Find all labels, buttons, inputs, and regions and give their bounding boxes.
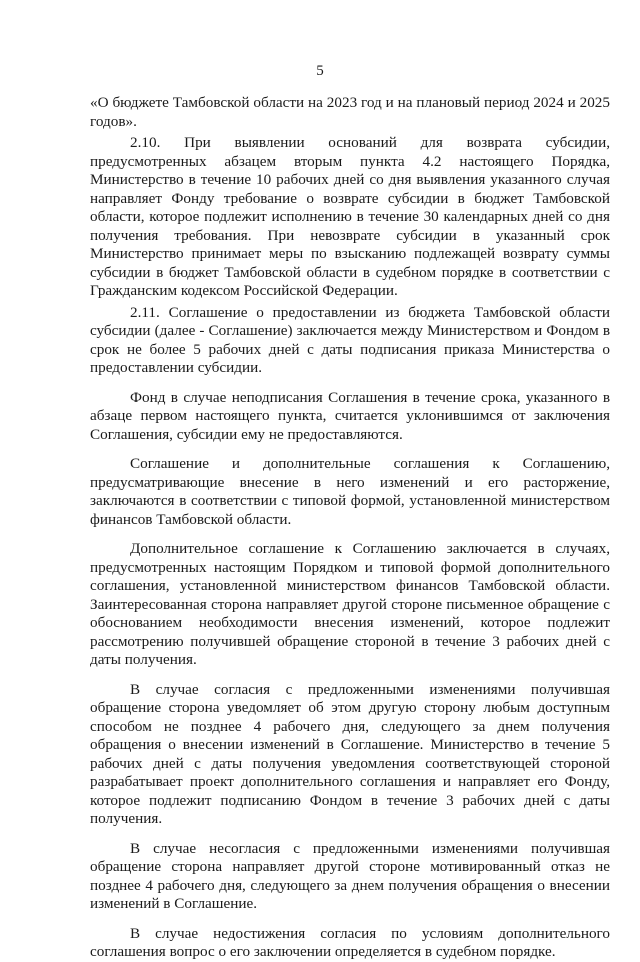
document-body [90,94,610,962]
paragraph-2-11: 2.11. Соглашение о предоставлении из бюджета Тамбовской области субсидии (далее - Соглашение) заключается между Министерством и Фондом в срок не более 5 рабочих дней с даты подписания приказа Министерства о предоставлении субсидии. [90,303,610,376]
paragraph-disagreement-case: В случае несогласия с предложенными изменениями получившая обращение сторона направляет другой стороне мотивированный отказ не позднее 4 рабочего дня, следующего за днем получения обращения о внесении изменений в Соглашение. [90,839,610,912]
paragraph-agreement-standard-form: Соглашение и дополнительные соглашения к Соглашению, предусматривающие внесение в него изменений и его расторжение, заключаются в соответствии с типовой формой, установленной министерством финансов Тамбовской области. [90,455,610,528]
paragraph-no-agreement-case: В случае недостижения согласия по условиям дополнительного соглашения вопрос о его заключении определяется в судебном порядке. [90,924,610,960]
paragraph-consent-case: В случае согласия с предложенными изменениями получившая обращение сторона уведомляет об этом другую сторону любым доступным способом не позднее 4 рабочего дня, следующего за днем получения обращения о внесении изменений в Соглашение. Министерство в течение 5 рабочих дней с даты получения уведомления соответствующей стороной разрабатывает проект дополнительного соглашения и направляет его Фонду, которое подлежит подписанию Фондом в течение 3 рабочих дней с даты получения. [90,680,610,827]
paragraph-additional-agreement: Дополнительное соглашение к Соглашению заключается в случаях, предусмотренных настоящим Порядком и типовой формой дополнительного соглашения, установленной министерством финансов Тамбовской области. Заинтересованная сторона направляет другой стороне письменное обращение с обоснованием необходимости внесения изменений, которое подлежит рассмотрению получившей обращение стороной в течение 3 рабочих дней с даты получения. [90,540,610,668]
page-number: 5 [316,63,324,79]
paragraph-budget-law-reference: «О бюджете Тамбовской области на 2023 год и на плановый период 2024 и 2025 годов». [90,94,610,130]
paragraph-2-10: 2.10. При выявлении оснований для возврата субсидии, предусмотренных абзацем вторым пункта 4.2 настоящего Порядка, Министерство в течение 10 рабочих дней со дня выявления указанного случая направляет Фонду требование о возврате субсидии в бюджет Тамбовской области, которое подлежит исполнению в течение 30 календарных дней со дня получения требования. При невозврате субсидии в указанный срок Министерство принимает меры по взысканию подлежащей возврату суммы субсидии в бюджет Тамбовской области в судебном порядке в соответствии с Гражданским кодексом Российской Федерации. [90,134,610,299]
paragraph-fund-non-signing: Фонд в случае неподписания Соглашения в течение срока, указанного в абзаце первом настоящего пункта, считается уклонившимся от заключения Соглашения, субсидии ему не предоставляются. [90,388,610,443]
